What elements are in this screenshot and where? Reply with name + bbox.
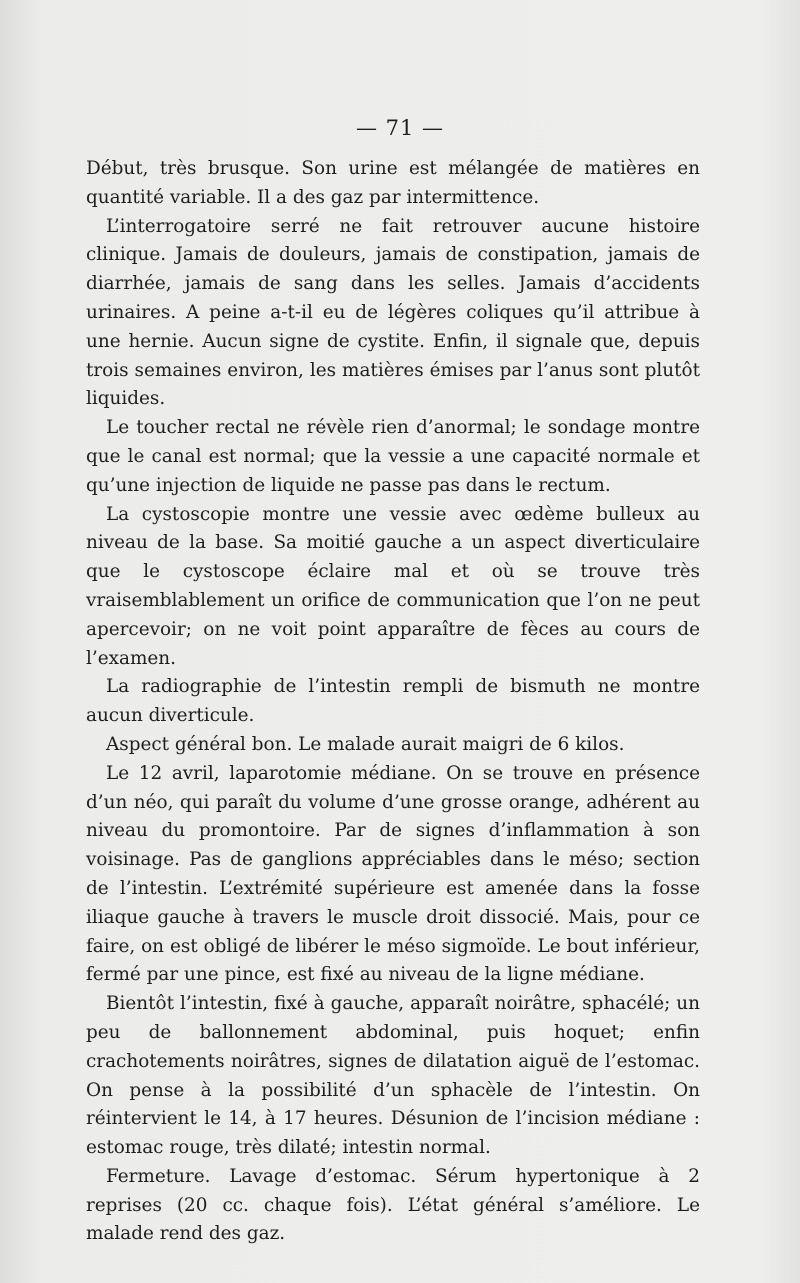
paragraph-complications: Bientôt l’intestin, fixé à gauche, apparaît noirâtre, sphacélé; un peu de ballonnement abdominal, puis hoquet; enfin crachotements noirâtres, signes de dilatation aiguë de l’estomac. On pense à la possibilité d’un sphacèle de l’intestin. On réintervient le 14, à 17 heures. Désunion de l’incision médiane : estomac rouge, très dilaté; intestin normal. (86, 993, 700, 1159)
paragraph-onset: Début, très brusque. Son urine est mélangée de matières en quantité variable. Il a des gaz par intermittence. (86, 158, 700, 208)
paragraph-laparotomy: Le 12 avril, laparotomie médiane. On se trouve en présence d’un néo, qui paraît du volume d’une grosse orange, adhérent au niveau du promontoire. Par de signes d’inflammation à son voisinage. Pas de ganglions appréciables dans le méso; section de l’intestin. L’extrémité supérieure est amenée dans la fosse iliaque gauche à travers le muscle droit dissocié. Mais, pour ce faire, on est obligé de libérer le méso sigmoïde. Le bout inférieur, fermé par une pince, est fixé au niveau de la ligne médiane. (86, 762, 700, 986)
paragraph-rectal-exam: Le toucher rectal ne révèle rien d’anormal; le sondage montre que le canal est normal; que la vessie a une capacité normale et qu’une injection de liquide ne passe pas dans le rectum. (86, 417, 700, 496)
paragraph-closure: Fermeture. Lavage d’estomac. Sérum hypertonique à 2 reprises (20 cc. chaque fois). L’état général s’améliore. Le malade rend des gaz. (86, 1165, 700, 1245)
paragraph-interrogation: L’interrogatoire serré ne fait retrouver aucune histoire clinique. Jamais de douleurs, jamais de constipation, jamais de diarrhée, jamais de sang dans les selles. Jamais d’accidents urinaires. A peine a-t-il eu de légères coliques qu’il attribue à une hernie. Aucun signe de cystite. Enfin, il signale que, depuis trois semaines environ, les matières émises par l’anus sont plutôt liquides. (86, 215, 700, 410)
paragraph-cystoscopy: La cystoscopie montre une vessie avec œdème bulleux au niveau de la base. Sa moitié gauche a un aspect diverticulaire que le cystoscope éclaire mal et où se trouve très vraisemblablement un orifice de communication que l’on ne peut apercevoir; on ne voit point apparaître de fèces au cours de l’examen. (86, 503, 700, 669)
paragraph-radiography: La radiographie de l’intestin rempli de bismuth ne montre aucun diverticule. (86, 676, 700, 727)
paragraph-general-aspect: Aspect général bon. Le malade aurait maigri de 6 kilos. (106, 733, 625, 755)
page-number: — 71 — (355, 116, 445, 140)
body-text (86, 155, 700, 1249)
